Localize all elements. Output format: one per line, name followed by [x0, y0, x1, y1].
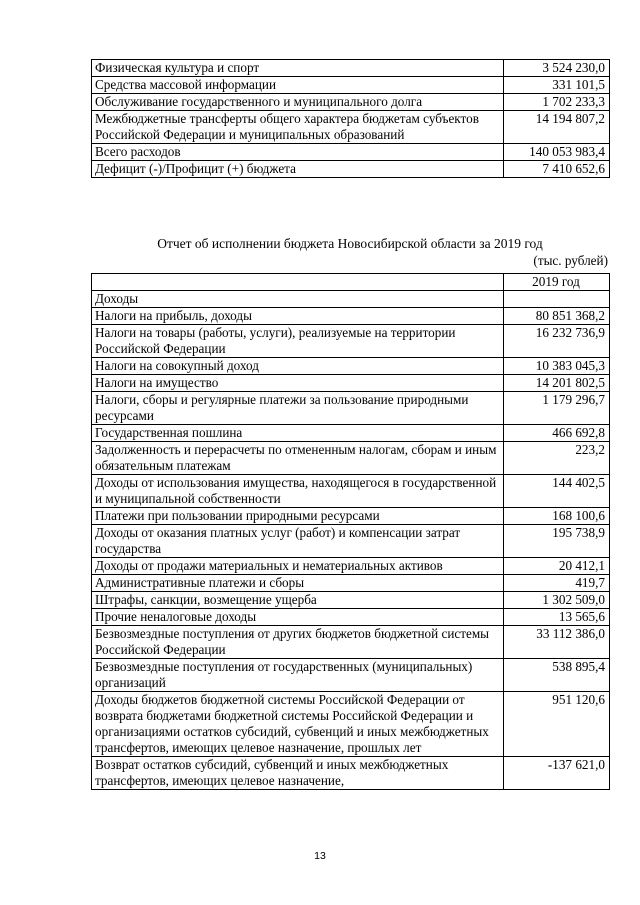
- row-label: Физическая культура и спорт: [92, 60, 504, 77]
- row-value: 144 402,5: [504, 475, 610, 508]
- row-label: Административные платежи и сборы: [92, 575, 504, 592]
- row-label: Доходы от использования имущества, находящегося в государственной и муниципальной собственности: [92, 475, 504, 508]
- row-label: Задолженность и перерасчеты по отмененным налогам, сборам и иным обязательным платежам: [92, 442, 504, 475]
- row-value: 168 100,6: [504, 508, 610, 525]
- row-value: 10 383 045,3: [504, 358, 610, 375]
- row-label: Возврат остатков субсидий, субвенций и иных межбюджетных трансфертов, имеющих целевое назначение,: [92, 757, 504, 790]
- row-value: 538 895,4: [504, 659, 610, 692]
- table-row: [92, 325, 610, 358]
- row-value: 331 101,5: [504, 77, 610, 94]
- table-row: [92, 111, 610, 144]
- table-row: [92, 659, 610, 692]
- units-label: (тыс. рублей): [533, 253, 608, 268]
- row-label: Безвозмездные поступления от государственных (муниципальных) организаций: [92, 659, 504, 692]
- row-label: Доходы бюджетов бюджетной системы Российской Федерации от возврата бюджетами бюджетной системы Российской Федерации и организациями остатков субсидий, субвенций и иных межбюджетных трансфертов, имеющих целевое назначение, прошлых лет: [92, 692, 504, 757]
- table-row: [92, 308, 610, 325]
- row-label: Платежи при пользовании природными ресурсами: [92, 508, 504, 525]
- table-row: [92, 60, 610, 77]
- table-row: [92, 392, 610, 425]
- expenses-table: [91, 59, 610, 178]
- header-empty-cell: [92, 274, 504, 291]
- row-label: Всего расходов: [92, 144, 504, 161]
- row-label: Налоги на совокупный доход: [92, 358, 504, 375]
- table-row: [92, 508, 610, 525]
- row-label: Дефицит (-)/Профицит (+) бюджета: [92, 161, 504, 178]
- table-row: [92, 558, 610, 575]
- table-row: [92, 425, 610, 442]
- table-row: [92, 757, 610, 790]
- section-row: [92, 291, 610, 308]
- row-label: Безвозмездные поступления от других бюджетов бюджетной системы Российской Федерации: [92, 626, 504, 659]
- row-value: 1 702 233,3: [504, 94, 610, 111]
- table-row: [92, 358, 610, 375]
- row-label: Прочие неналоговые доходы: [92, 609, 504, 626]
- row-value: 7 410 652,6: [504, 161, 610, 178]
- table-row: [92, 77, 610, 94]
- row-value: 140 053 983,4: [504, 144, 610, 161]
- page-number: 13: [314, 850, 326, 862]
- row-value: 195 738,9: [504, 525, 610, 558]
- report-title: Отчет об исполнении бюджета Новосибирской области за 2019 год: [157, 236, 543, 251]
- row-value: 14 201 802,5: [504, 375, 610, 392]
- table-row: [92, 475, 610, 508]
- row-value: 951 120,6: [504, 692, 610, 757]
- table-row: [92, 592, 610, 609]
- row-value: 20 412,1: [504, 558, 610, 575]
- row-label: Обслуживание государственного и муниципального долга: [92, 94, 504, 111]
- row-label: Доходы от продажи материальных и нематериальных активов: [92, 558, 504, 575]
- row-value: 33 112 386,0: [504, 626, 610, 659]
- row-value: 1 179 296,7: [504, 392, 610, 425]
- row-value: 466 692,8: [504, 425, 610, 442]
- table-row: [92, 442, 610, 475]
- table-row: [92, 626, 610, 659]
- row-value: 14 194 807,2: [504, 111, 610, 144]
- row-label: Государственная пошлина: [92, 425, 504, 442]
- table-row: [92, 525, 610, 558]
- row-label: Налоги, сборы и регулярные платежи за пользование природными ресурсами: [92, 392, 504, 425]
- table-header-row: [92, 274, 610, 291]
- revenue-table: [91, 273, 610, 790]
- row-value: 419,7: [504, 575, 610, 592]
- row-label: Налоги на прибыль, доходы: [92, 308, 504, 325]
- table-row: [92, 94, 610, 111]
- table-row: [92, 375, 610, 392]
- row-value: 1 302 509,0: [504, 592, 610, 609]
- row-label: Налоги на товары (работы, услуги), реализуемые на территории Российской Федерации: [92, 325, 504, 358]
- row-value: 13 565,6: [504, 609, 610, 626]
- row-label: Межбюджетные трансферты общего характера бюджетам субъектов Российской Федерации и муниципальных образований: [92, 111, 504, 144]
- table-row: [92, 609, 610, 626]
- row-label: Налоги на имущество: [92, 375, 504, 392]
- section-label: Доходы: [92, 291, 504, 308]
- row-label: Штрафы, санкции, возмещение ущерба: [92, 592, 504, 609]
- row-value: 3 524 230,0: [504, 60, 610, 77]
- row-value: -137 621,0: [504, 757, 610, 790]
- table-row: [92, 692, 610, 757]
- section-empty-cell: [504, 291, 610, 308]
- table-row: [92, 161, 610, 178]
- header-year-cell: 2019 год: [504, 274, 610, 291]
- table-row: [92, 144, 610, 161]
- row-label: Средства массовой информации: [92, 77, 504, 94]
- row-value: 80 851 368,2: [504, 308, 610, 325]
- table-row: [92, 575, 610, 592]
- row-value: 16 232 736,9: [504, 325, 610, 358]
- row-value: 223,2: [504, 442, 610, 475]
- row-label: Доходы от оказания платных услуг (работ) и компенсации затрат государства: [92, 525, 504, 558]
